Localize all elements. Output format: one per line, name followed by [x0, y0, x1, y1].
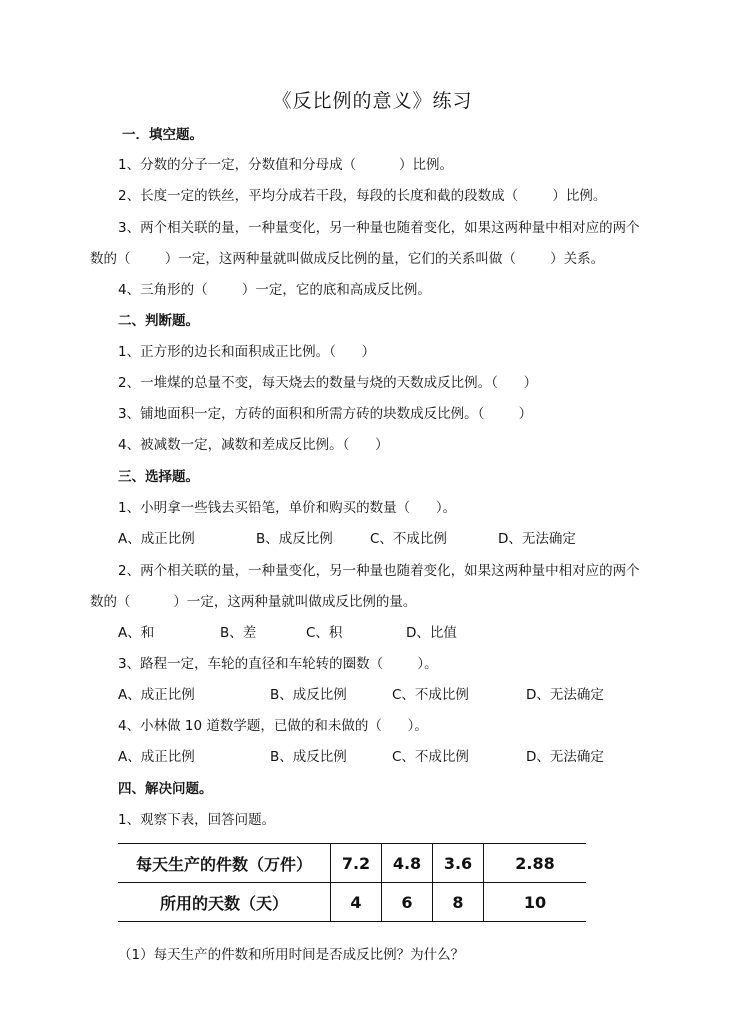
choice-question-1: 1、小明拿一些钱去买铅笔，单价和购买的数量（ ）。	[118, 500, 457, 516]
table-cell: 6	[382, 883, 433, 922]
judge-question-4: 4、被减数一定，减数和差成反比例。（ ）	[118, 437, 389, 453]
table-row-label: 每天生产的件数（万件）	[118, 844, 331, 883]
choice-2-option-c: C、积	[306, 625, 343, 641]
solve-question-1: 1、观察下表，回答问题。	[118, 812, 276, 828]
choice-question-2-line2: 数的（ ）一定，这两种量就叫做成反比例的量。	[90, 594, 417, 610]
page-title: 《反比例的意义》练习	[272, 90, 473, 112]
choice-4-option-a: A、成正比例	[118, 749, 195, 765]
table-cell: 4.8	[382, 844, 433, 883]
judge-question-3: 3、铺地面积一定，方砖的面积和所需方砖的块数成反比例。（ ）	[118, 406, 533, 422]
choice-3-option-d: D、无法确定	[526, 687, 604, 703]
fill-question-2: 2、长度一定的铁丝，平均分成若干段，每段的长度和截的段数成（ ）比例。	[118, 188, 607, 204]
fill-question-3-line1: 3、两个相关联的量，一种量变化，另一种量也随着变化，如果这两种量中相对应的两个	[118, 220, 640, 236]
table-cell: 4	[331, 883, 382, 922]
choice-1-option-b: B、成反比例	[256, 531, 333, 547]
table-cell: 7.2	[331, 844, 382, 883]
choice-3-option-a: A、成正比例	[118, 687, 195, 703]
table-cell: 8	[433, 883, 484, 922]
fill-question-1: 1、分数的分子一定，分数值和分母成（ ）比例。	[118, 157, 454, 173]
table-cell: 2.88	[484, 844, 587, 883]
choice-question-4: 4、小林做 10 道数学题，已做的和未做的（ ）。	[118, 718, 428, 734]
choice-2-option-b: B、差	[220, 625, 257, 641]
judge-question-2: 2、一堆煤的总量不变，每天烧去的数量与烧的天数成反比例。（ ）	[118, 375, 538, 391]
section-solve-heading: 四、解决问题。	[118, 781, 213, 797]
choice-3-option-b: B、成反比例	[270, 687, 347, 703]
choice-question-2-line1: 2、两个相关联的量，一种量变化，另一种量也随着变化，如果这两种量中相对应的两个	[118, 563, 640, 579]
section-judge-heading: 二、判断题。	[118, 313, 199, 329]
solve-subquestion-1: （1）每天生产的件数和所用时间是否成反比例？为什么？	[118, 947, 465, 963]
production-table	[118, 843, 586, 922]
table-cell: 10	[484, 883, 587, 922]
table-row-label: 所用的天数（天）	[118, 883, 331, 922]
choice-2-option-a: A、和	[118, 625, 155, 641]
choice-1-option-d: D、无法确定	[498, 531, 576, 547]
table-cell: 3.6	[433, 844, 484, 883]
section-choice-heading: 三、选择题。	[118, 469, 199, 485]
choice-2-option-d: D、比值	[406, 625, 457, 641]
choice-1-option-a: A、成正比例	[118, 531, 195, 547]
fill-question-3-line2: 数的（ ）一定，这两种量就叫做成反比例的量，它们的关系叫做（ ）关系。	[90, 251, 605, 267]
judge-question-1: 1、正方形的边长和面积成正比例。（ ）	[118, 344, 376, 360]
choice-question-3: 3、路程一定，车轮的直径和车轮转的圈数（ ）。	[118, 656, 438, 672]
choice-1-option-c: C、不成比例	[370, 531, 447, 547]
section-fill-heading: 一．填空题。	[122, 127, 203, 143]
table-row	[118, 883, 586, 922]
table-row	[118, 844, 586, 883]
choice-3-option-c: C、不成比例	[392, 687, 469, 703]
fill-question-4: 4、三角形的（ ）一定，它的底和高成反比例。	[118, 282, 431, 298]
choice-4-option-d: D、无法确定	[526, 749, 604, 765]
choice-4-option-c: C、不成比例	[392, 749, 469, 765]
choice-4-option-b: B、成反比例	[270, 749, 347, 765]
